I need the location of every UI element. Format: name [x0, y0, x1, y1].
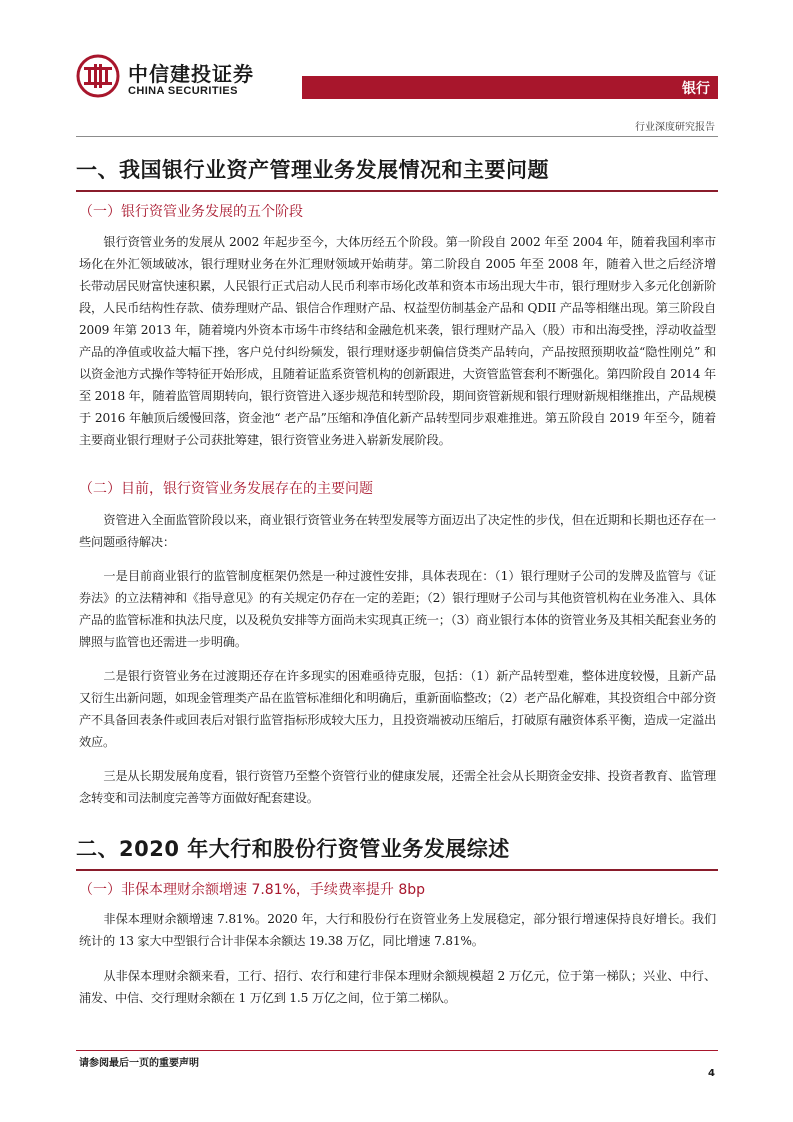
disclaimer-note: 请参阅最后一页的重要声明 — [79, 1058, 199, 1069]
china-securities-logo-icon — [76, 54, 120, 98]
body-paragraph: 一是目前商业银行的监管制度框架仍然是一种过渡性安排，具体表现在：（1）银行理财子公司的发牌及监管与《证券法》的立法精神和《指导意见》的有关规定仍存在一定的差距；（2）银行理财子公司与其他资管机构在业务准入、具体产品的监管标准和执法尺度，以及税负安排等方面尚未实现真正统一；（3）商业银行本体的资管业务及其相关配套业务的牌照与监管也还需进一步明确。 — [79, 569, 716, 649]
footer-divider — [76, 1050, 718, 1051]
report-type-label: 行业深度研究报告 — [635, 122, 715, 133]
company-logo — [76, 54, 254, 102]
sector-banner — [302, 76, 718, 99]
subsection-heading: （一）银行资管业务发展的五个阶段 — [79, 204, 303, 220]
section-heading-rule — [76, 869, 718, 871]
logo-english-name: CHINA SECURITIES — [128, 85, 238, 97]
section-heading-rule — [76, 190, 718, 192]
body-paragraph: 从非保本理财余额来看，工行、招行、农行和建行非保本理财余额规模超 2 万亿元，位于第一梯队；兴业、中行、浦发、中信、交行理财余额在 1 万亿到 1.5 万亿之间，位于第二梯队。 — [79, 969, 716, 1005]
subsection-heading: （一）非保本理财余额增速 7.81%，手续费率提升 8bp — [79, 882, 426, 898]
section-heading: 一、我国银行业资产管理业务发展情况和主要问题 — [76, 158, 549, 182]
body-paragraph: 非保本理财余额增速 7.81%。2020 年，大行和股份行在资管业务上发展稳定，部分银行增速保持良好增长。我们统计的 13 家大中型银行合计非保本余额达 19.38 万亿，同比增速 7.81%。 — [79, 912, 716, 948]
sector-label: 银行 — [682, 81, 710, 97]
body-paragraph: 银行资管业务的发展从 2002 年起步至今，大体历经五个阶段。第一阶段自 2002 年至 2004 年，随着我国利率市场化在外汇领域破冰，银行理财业务在外汇理财领域开始萌芽。第二阶段自 2005 年至 2008 年，随着入世之后经济增长带动居民财富快速积累，人民银行正式启动人民币利率市场化改革和资本市场出现大牛市，银行理财步入多元化创新阶段，人民币结构性存款、债券理财产品、银信合作理财产品、权益型仿制基金产品和 QDII 产品等相继出现。第三阶段自 2009 年第 2013 年，随着境内外资本市场牛市终结和金融危机来袭，银行理财产品入（股）市和出海受挫，浮动收益型产品的净值或收益大幅下挫，客户兑付纠纷频发，银行理财逐步朝偏信贷类产品转向，产品按照预期收益“隐性刚兑” 和以资金池方式操作等特征开始形成，且随着证监系资管机构的创新跟进，大资管监管套利不断强化。第四阶段自 2014 年至 2018 年，随着监管周期转向，银行资管进入逐步规范和转型阶段，期间资管新规和银行理财新规相继推出，产品规模于 2016 年触顶后缓慢回落，资金池“ 老产品”压缩和净值化新产品转型同步艰难推进。第五阶段自 2019 年至今，随着主要商业银行理财子公司获批筹建，银行资管业务进入崭新发展阶段。 — [79, 235, 716, 447]
subsection-heading: （二）目前，银行资管业务发展存在的主要问题 — [79, 481, 373, 497]
header-divider — [76, 136, 718, 137]
body-paragraph: 资管进入全面监管阶段以来，商业银行资管业务在转型发展等方面迈出了决定性的步伐，但在近期和长期也还存在一些问题亟待解决： — [79, 513, 716, 549]
page-number: 4 — [708, 1068, 715, 1079]
logo-chinese-name: 中信建投证券 — [128, 62, 254, 86]
body-paragraph: 二是银行资管业务在过渡期还存在许多现实的困难亟待克服，包括：（1）新产品转型难，整体进度较慢，且新产品又衍生出新问题，如现金管理类产品在监管标准细化和明确后，重新面临整改；（2）老产品化解难，其投资组合中部分资产不具备回表条件或回表后对银行监管指标形成较大压力，且投资端被动压缩后，打破原有融资体系平衡，造成一定溢出效应。 — [79, 669, 716, 749]
section-heading: 二、2020 年大行和股份行资管业务发展综述 — [76, 837, 510, 861]
body-paragraph: 三是从长期发展角度看，银行资管乃至整个资管行业的健康发展，还需全社会从长期资金安排、投资者教育、监管理念转变和司法制度完善等方面做好配套建设。 — [79, 769, 716, 805]
